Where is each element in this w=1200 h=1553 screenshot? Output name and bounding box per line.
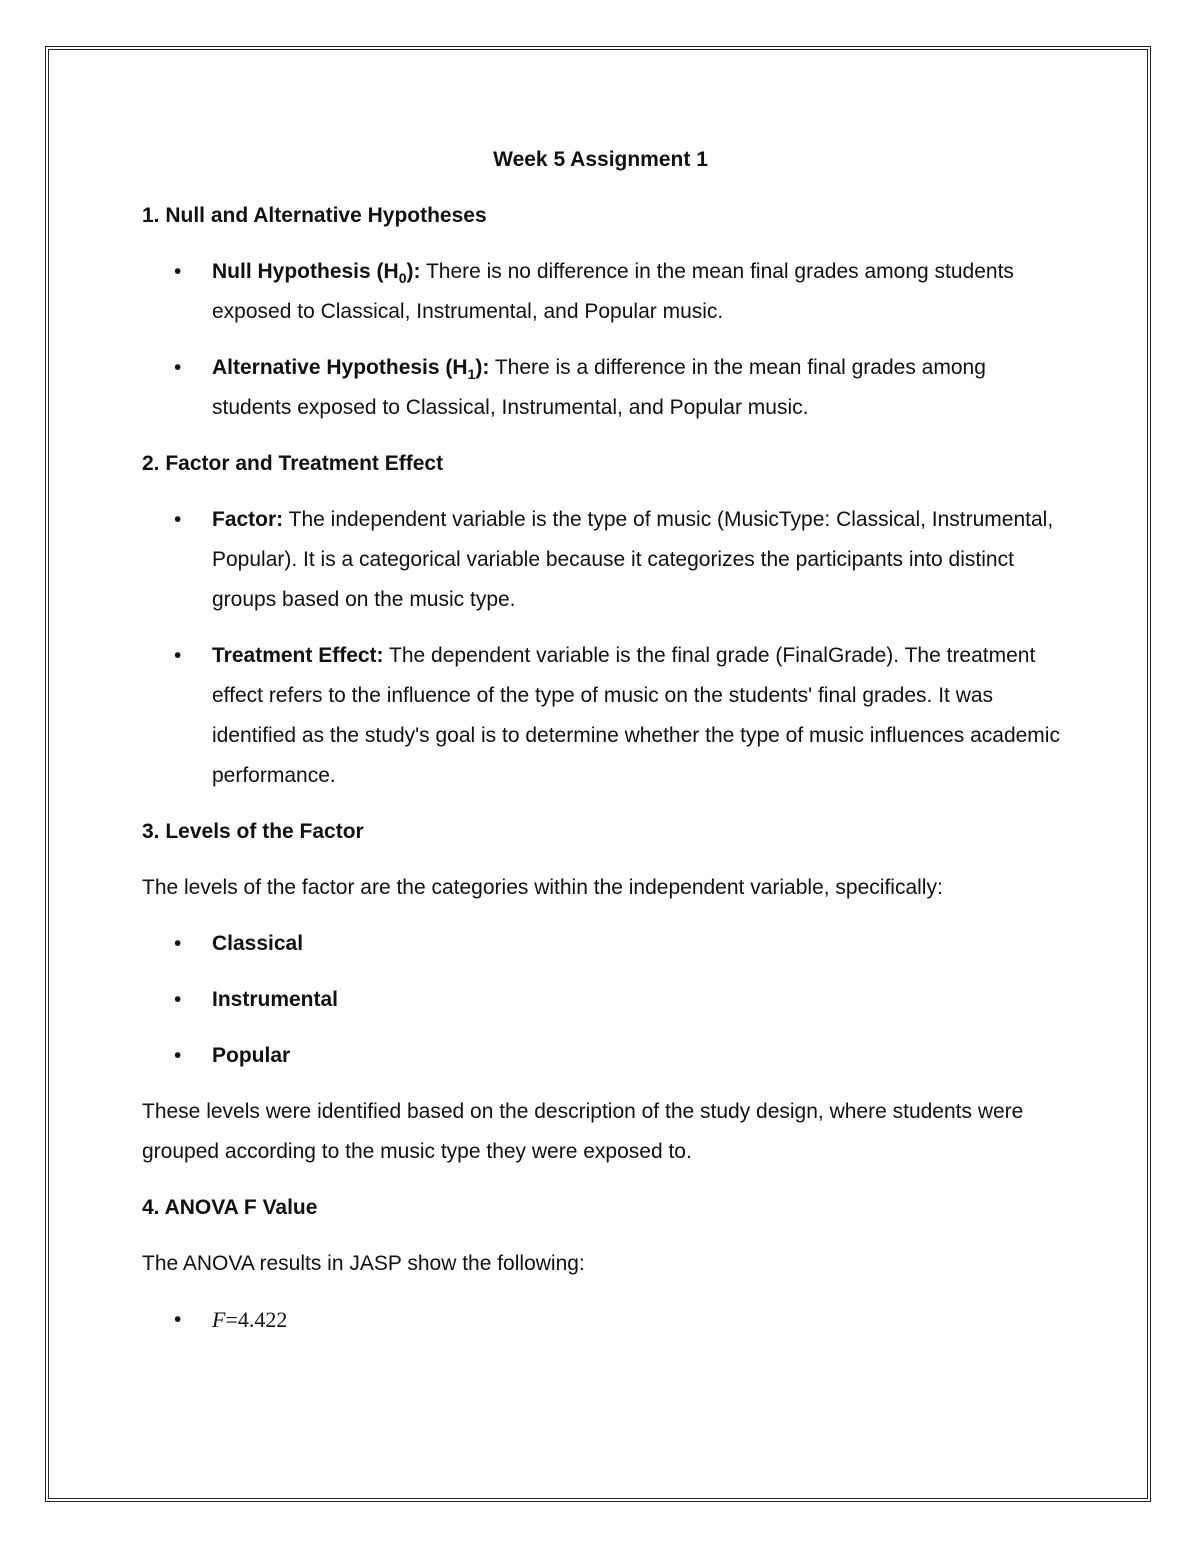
levels-outro: These levels were identified based on the description of the study design, where students were grouped according to the music type they were exposed to.	[142, 1100, 1024, 1163]
bullet-icon: •	[174, 356, 182, 379]
null-hypothesis-item	[142, 252, 1062, 332]
level-item	[142, 924, 1062, 964]
bullet-icon: •	[174, 508, 182, 531]
levels-list	[142, 924, 1062, 1076]
section-1-heading: 1. Null and Alternative Hypotheses	[142, 204, 487, 227]
level-item	[142, 980, 1062, 1020]
f-value: 4.422	[237, 1307, 288, 1332]
treatment-effect-item	[142, 636, 1062, 796]
bullet-icon: •	[174, 1044, 182, 1067]
factor-item	[142, 500, 1062, 620]
factor-label: Factor:	[212, 508, 284, 531]
alternative-hypothesis-item	[142, 348, 1062, 428]
treatment-effect-label: Treatment Effect:	[212, 644, 384, 667]
alternative-hypothesis-text: There is a difference in the mean final grades among students exposed to Classical, Instrumental, and Popular music.	[212, 356, 986, 419]
null-hypothesis-text: There is no difference in the mean final grades among students exposed to Classical, Instrumental, and Popular music.	[212, 260, 1014, 323]
section-2-heading: 2. Factor and Treatment Effect	[142, 452, 444, 475]
level-label: Popular	[212, 1044, 291, 1067]
level-label: Instrumental	[212, 988, 339, 1011]
levels-intro: The levels of the factor are the categories within the independent variable, specifically:	[142, 876, 943, 899]
f-value-equation: F=4.422	[212, 1307, 288, 1332]
anova-intro: The ANOVA results in JASP show the following:	[142, 1252, 585, 1275]
bullet-icon: •	[174, 932, 182, 955]
factor-text: The independent variable is the type of music (MusicType: Classical, Instrumental, Popular). It is a categorical variable because it categorizes the participants into distinct groups based on the music type.	[212, 508, 1054, 611]
hypotheses-list	[142, 252, 1062, 428]
f-value-item	[142, 1300, 1062, 1341]
document-title: Week 5 Assignment 1	[493, 148, 708, 171]
alternative-hypothesis-label: Alternative Hypothesis $(H_1)$:	[212, 356, 490, 383]
bullet-icon: •	[174, 260, 182, 283]
bullet-icon: •	[174, 1308, 182, 1331]
document-body	[142, 140, 1062, 1357]
section-3-heading: 3. Levels of the Factor	[142, 820, 364, 843]
factor-list	[142, 500, 1062, 796]
level-item	[142, 1036, 1062, 1076]
null-hypothesis-label: Null Hypothesis $(H_0)$:	[212, 260, 421, 287]
section-4-heading: 4. ANOVA F Value	[142, 1196, 318, 1219]
bullet-icon: •	[174, 988, 182, 1011]
level-label: Classical	[212, 932, 304, 955]
bullet-icon: •	[174, 644, 182, 667]
anova-list	[142, 1300, 1062, 1341]
treatment-effect-text: The dependent variable is the final grade (FinalGrade). The treatment effect refers to the influence of the type of music on the students' final grades. It was identified as the study's goal is to determine whether the type of music influences academic performance.	[212, 644, 1060, 787]
